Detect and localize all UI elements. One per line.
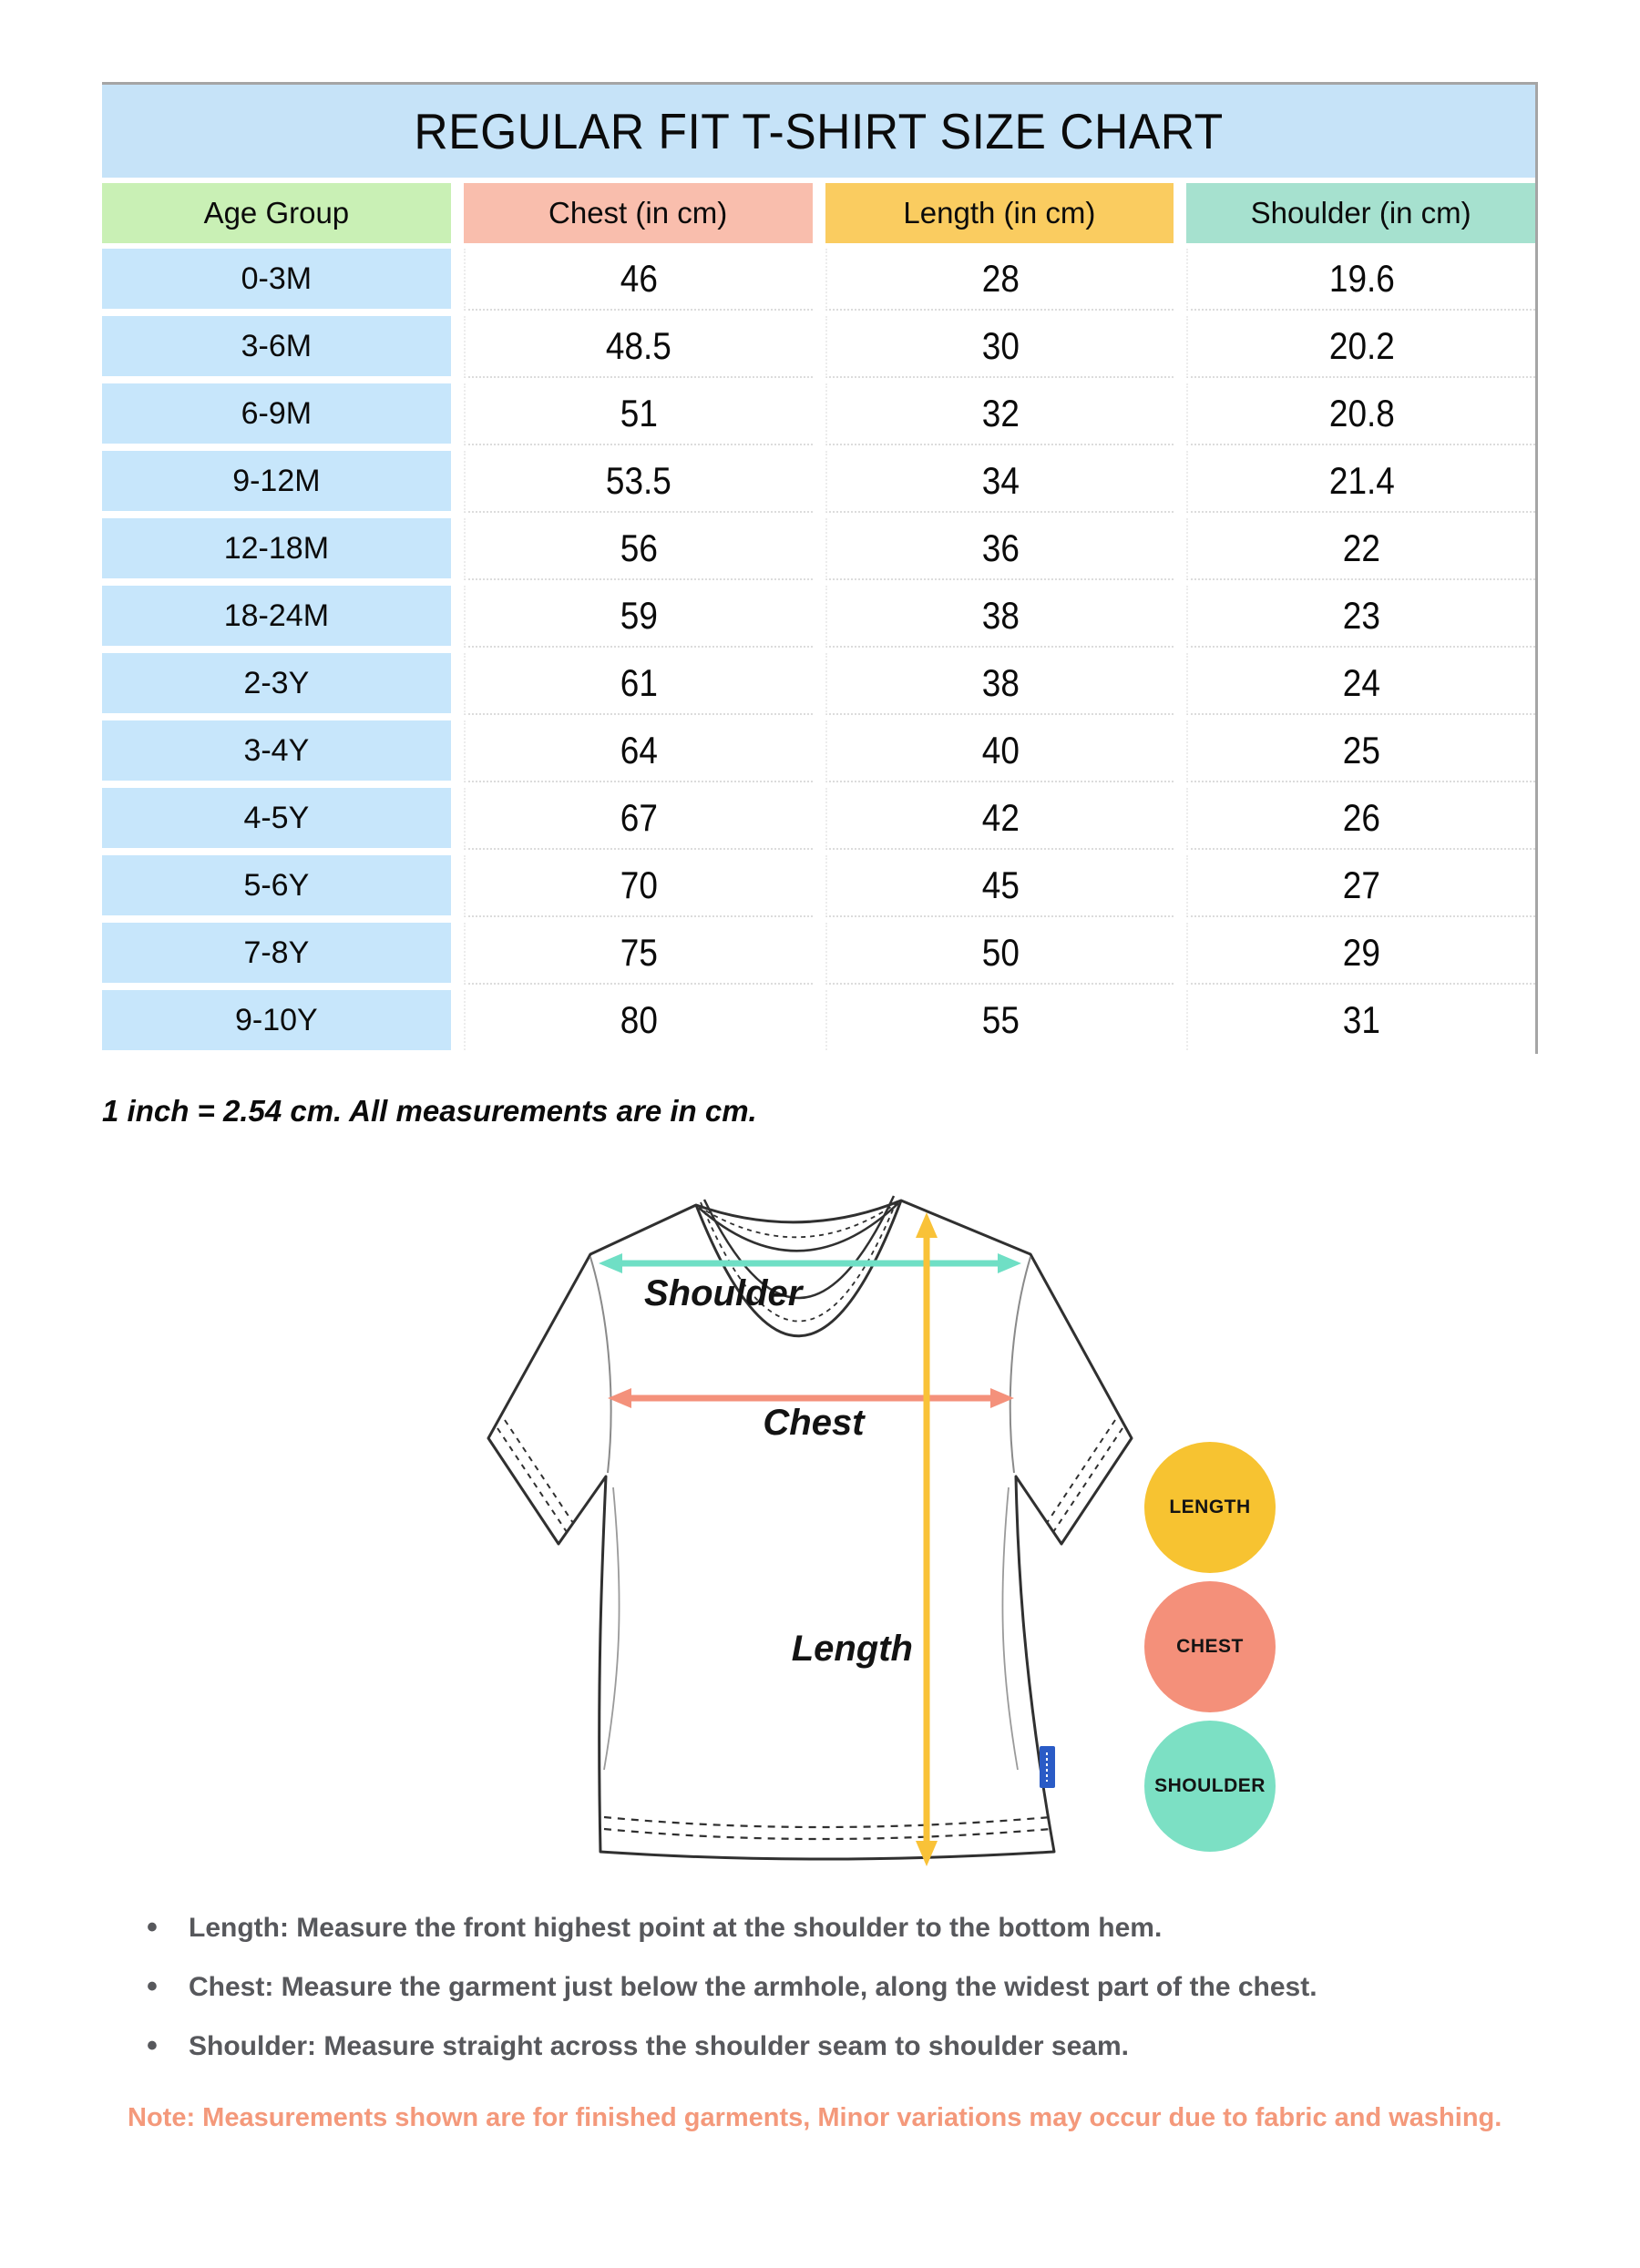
legend-circle-shoulder: SHOULDER (1144, 1721, 1276, 1852)
shoulder-cell (1186, 451, 1535, 513)
column-header-shoulder: Shoulder (in cm) (1186, 183, 1535, 243)
age-cell: 5-6Y (102, 855, 451, 915)
page (0, 82, 1640, 2268)
cell-value: 55 (981, 998, 1020, 1041)
cell-value: 19.6 (1328, 257, 1395, 300)
tshirt-measurement-diagram (0, 1161, 1640, 1885)
length-cell (825, 923, 1174, 985)
shoulder-cell (1186, 249, 1535, 311)
age-cell: 9-12M (102, 451, 451, 511)
length-cell (825, 383, 1174, 445)
shoulder-cell (1186, 586, 1535, 648)
length-cell (825, 586, 1174, 648)
length-cell (825, 990, 1174, 1050)
shirt-outline (488, 1200, 1132, 1859)
column-header-chest: Chest (in cm) (464, 183, 813, 243)
chest-cell (464, 249, 813, 311)
chest-cell (464, 990, 813, 1050)
cell-value: 64 (620, 729, 658, 771)
age-cell: 12-18M (102, 518, 451, 578)
chest-cell (464, 518, 813, 580)
cell-value: 22 (1343, 526, 1381, 569)
cell-value: 80 (620, 998, 658, 1041)
length-cell (825, 720, 1174, 782)
length-label: Length (791, 1629, 913, 1669)
age-cell: 2-3Y (102, 653, 451, 713)
shoulder-cell (1186, 855, 1535, 917)
cell-value: 67 (620, 796, 658, 839)
chest-cell (464, 586, 813, 648)
shoulder-cell (1186, 653, 1535, 715)
shoulder-cell (1186, 383, 1535, 445)
cell-value: 53.5 (606, 459, 672, 502)
instructions-list (141, 1898, 1538, 2076)
cell-value: 20.8 (1328, 392, 1395, 434)
column-header-length: Length (in cm) (825, 183, 1174, 243)
cell-value: 25 (1343, 729, 1381, 771)
cell-value: 31 (1343, 998, 1381, 1041)
instruction-item: • Chest: Measure the garment just below the armhole, along the widest part of the chest. (141, 1957, 1538, 2017)
shoulder-cell (1186, 923, 1535, 985)
cell-value: 70 (620, 863, 658, 906)
cell-value: 29 (1343, 931, 1381, 974)
cell-value: 46 (620, 257, 658, 300)
age-cell: 9-10Y (102, 990, 451, 1050)
instruction-item: • Shoulder: Measure straight across the shoulder seam to shoulder seam. (141, 2017, 1538, 2076)
cell-value: 40 (981, 729, 1020, 771)
shoulder-label: Shoulder (644, 1273, 803, 1313)
cell-value: 38 (981, 594, 1020, 637)
length-cell (825, 653, 1174, 715)
age-cell: 3-4Y (102, 720, 451, 781)
column-header-age-group: Age Group (102, 183, 451, 243)
cell-value: 34 (981, 459, 1020, 502)
shoulder-cell (1186, 316, 1535, 378)
instruction-item: • Length: Measure the front highest point at the shoulder to the bottom hem. (141, 1898, 1538, 1957)
cell-value: 38 (981, 661, 1020, 704)
cell-value: 48.5 (606, 324, 672, 367)
length-cell (825, 788, 1174, 850)
cell-value: 20.2 (1328, 324, 1395, 367)
chest-cell (464, 653, 813, 715)
legend-circle-length: LENGTH (1144, 1442, 1276, 1573)
length-cell (825, 518, 1174, 580)
cell-value: 59 (620, 594, 658, 637)
table-title (102, 85, 1535, 178)
cell-value: 45 (981, 863, 1020, 906)
length-cell (825, 249, 1174, 311)
cell-value: 30 (981, 324, 1020, 367)
shoulder-cell (1186, 788, 1535, 850)
cell-value: 32 (981, 392, 1020, 434)
table-grid (102, 183, 1535, 1054)
age-cell: 7-8Y (102, 923, 451, 983)
age-cell: 3-6M (102, 316, 451, 376)
cell-value: 27 (1343, 863, 1381, 906)
chest-cell (464, 451, 813, 513)
cell-value: 23 (1343, 594, 1381, 637)
length-cell (825, 855, 1174, 917)
cell-value: 36 (981, 526, 1020, 569)
chest-cell (464, 720, 813, 782)
length-cell (825, 316, 1174, 378)
age-cell: 18-24M (102, 586, 451, 646)
age-cell: 4-5Y (102, 788, 451, 848)
chest-cell (464, 923, 813, 985)
chest-cell (464, 855, 813, 917)
cell-value: 50 (981, 931, 1020, 974)
size-chart-table (102, 82, 1538, 1054)
cell-value: 26 (1343, 796, 1381, 839)
chest-cell (464, 788, 813, 850)
shoulder-cell (1186, 518, 1535, 580)
shoulder-cell (1186, 990, 1535, 1050)
cell-value: 21.4 (1328, 459, 1395, 502)
cell-value: 61 (620, 661, 658, 704)
footnote: Note: Measurements shown are for finished garments, Minor variations may occur due to fabric and washing. (128, 2103, 1502, 2132)
shoulder-cell (1186, 720, 1535, 782)
tshirt-sketch (451, 1169, 1162, 1875)
cell-value: 51 (620, 392, 658, 434)
chest-cell (464, 383, 813, 445)
conversion-note: 1 inch = 2.54 cm. All measurements are in cm. (102, 1094, 757, 1128)
cell-value: 24 (1343, 661, 1381, 704)
table-title-text: REGULAR FIT T-SHIRT SIZE CHART (414, 103, 1224, 159)
age-cell: 0-3M (102, 249, 451, 309)
cell-value: 42 (981, 796, 1020, 839)
age-cell: 6-9M (102, 383, 451, 444)
chest-label: Chest (763, 1403, 865, 1443)
brand-tag (1040, 1746, 1055, 1788)
cell-value: 56 (620, 526, 658, 569)
length-cell (825, 451, 1174, 513)
cell-value: 28 (981, 257, 1020, 300)
legend-circle-chest: CHEST (1144, 1581, 1276, 1712)
cell-value: 75 (620, 931, 658, 974)
chest-cell (464, 316, 813, 378)
